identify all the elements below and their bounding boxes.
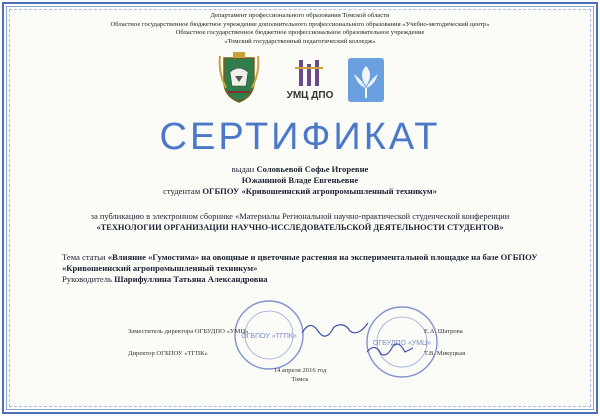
institution-name: ОГБПОУ «Кривошеинский агропромышленный техникум» (202, 186, 437, 196)
recipient-2: Южаниной Владе Евгеньевне (241, 175, 359, 185)
header-line-umc: Областное государственное бюджетное учреждение дополнительного профессионального образования «Учебно-методический центр» (110, 20, 490, 28)
header-line-college: «Томский государственный педагогический колледж» (224, 37, 376, 45)
handwritten-signature-1 (300, 317, 370, 339)
issued-block (0, 164, 600, 196)
deputy-director-title: Заместитель директора ОГБУДПО «УМЦ» (128, 328, 249, 335)
recipient-1: Соловьевой Софье Игоревне (256, 164, 369, 174)
issue-date: 14 апреля 2016 год (273, 367, 327, 374)
director-name: Т.В. Микуцкая (424, 350, 466, 357)
flower-emblem-icon (346, 56, 386, 104)
certificate-title: СЕРТИФИКАТ (159, 116, 441, 158)
stamp-right-text: ОГБУДПО «УМЦ» (372, 340, 432, 347)
supervisor-name: Шарифуллина Татьяна Александровна (114, 274, 268, 284)
publication-block (0, 212, 600, 233)
topic-title: «Влияние «Гумостима» на овощные и цветочные растения на экспериментальной площадке на базе ОГБПОУ «Кривошеинский агропромышленный техникум» (62, 252, 538, 273)
supervisor-label: Руководитель (62, 274, 115, 284)
umc-logo-icon (285, 58, 335, 102)
conference-title: «ТЕХНОЛОГИИ ОРГАНИЗАЦИИ НАУЧНО-ИССЛЕДОВАТЕЛЬСКОЙ ДЕЯТЕЛЬНОСТИ СТУДЕНТОВ» (96, 222, 504, 232)
logos-row (0, 52, 600, 108)
deputy-director-name: Е.А. Шатрова (424, 328, 463, 335)
header-line-institution-type: Областное государственное бюджетное профессиональное образовательное учреждение (175, 29, 425, 36)
handwritten-signature-2 (365, 338, 415, 360)
issued-label: выдан (231, 164, 257, 174)
coat-of-arms-icon (218, 52, 260, 104)
publication-text: за публикацию в электронном сборнике «Материалы Региональной научно-практической студенческой конференции (90, 212, 510, 221)
umc-logo-text: УМЦ ДПО (286, 90, 334, 101)
director-title: Директор ОГБПОУ «ТГПК» (128, 350, 208, 357)
students-label: студентам (163, 186, 203, 196)
issue-city: Томск (291, 376, 309, 383)
topic-block (62, 252, 582, 285)
header-line-department: Департамент профессионального образования Томской области (210, 12, 390, 19)
stamp-left-text: ОГБПОУ «ТГПК» (241, 333, 297, 340)
stamp-left (232, 298, 306, 372)
topic-label: Тема статьи (62, 252, 108, 262)
